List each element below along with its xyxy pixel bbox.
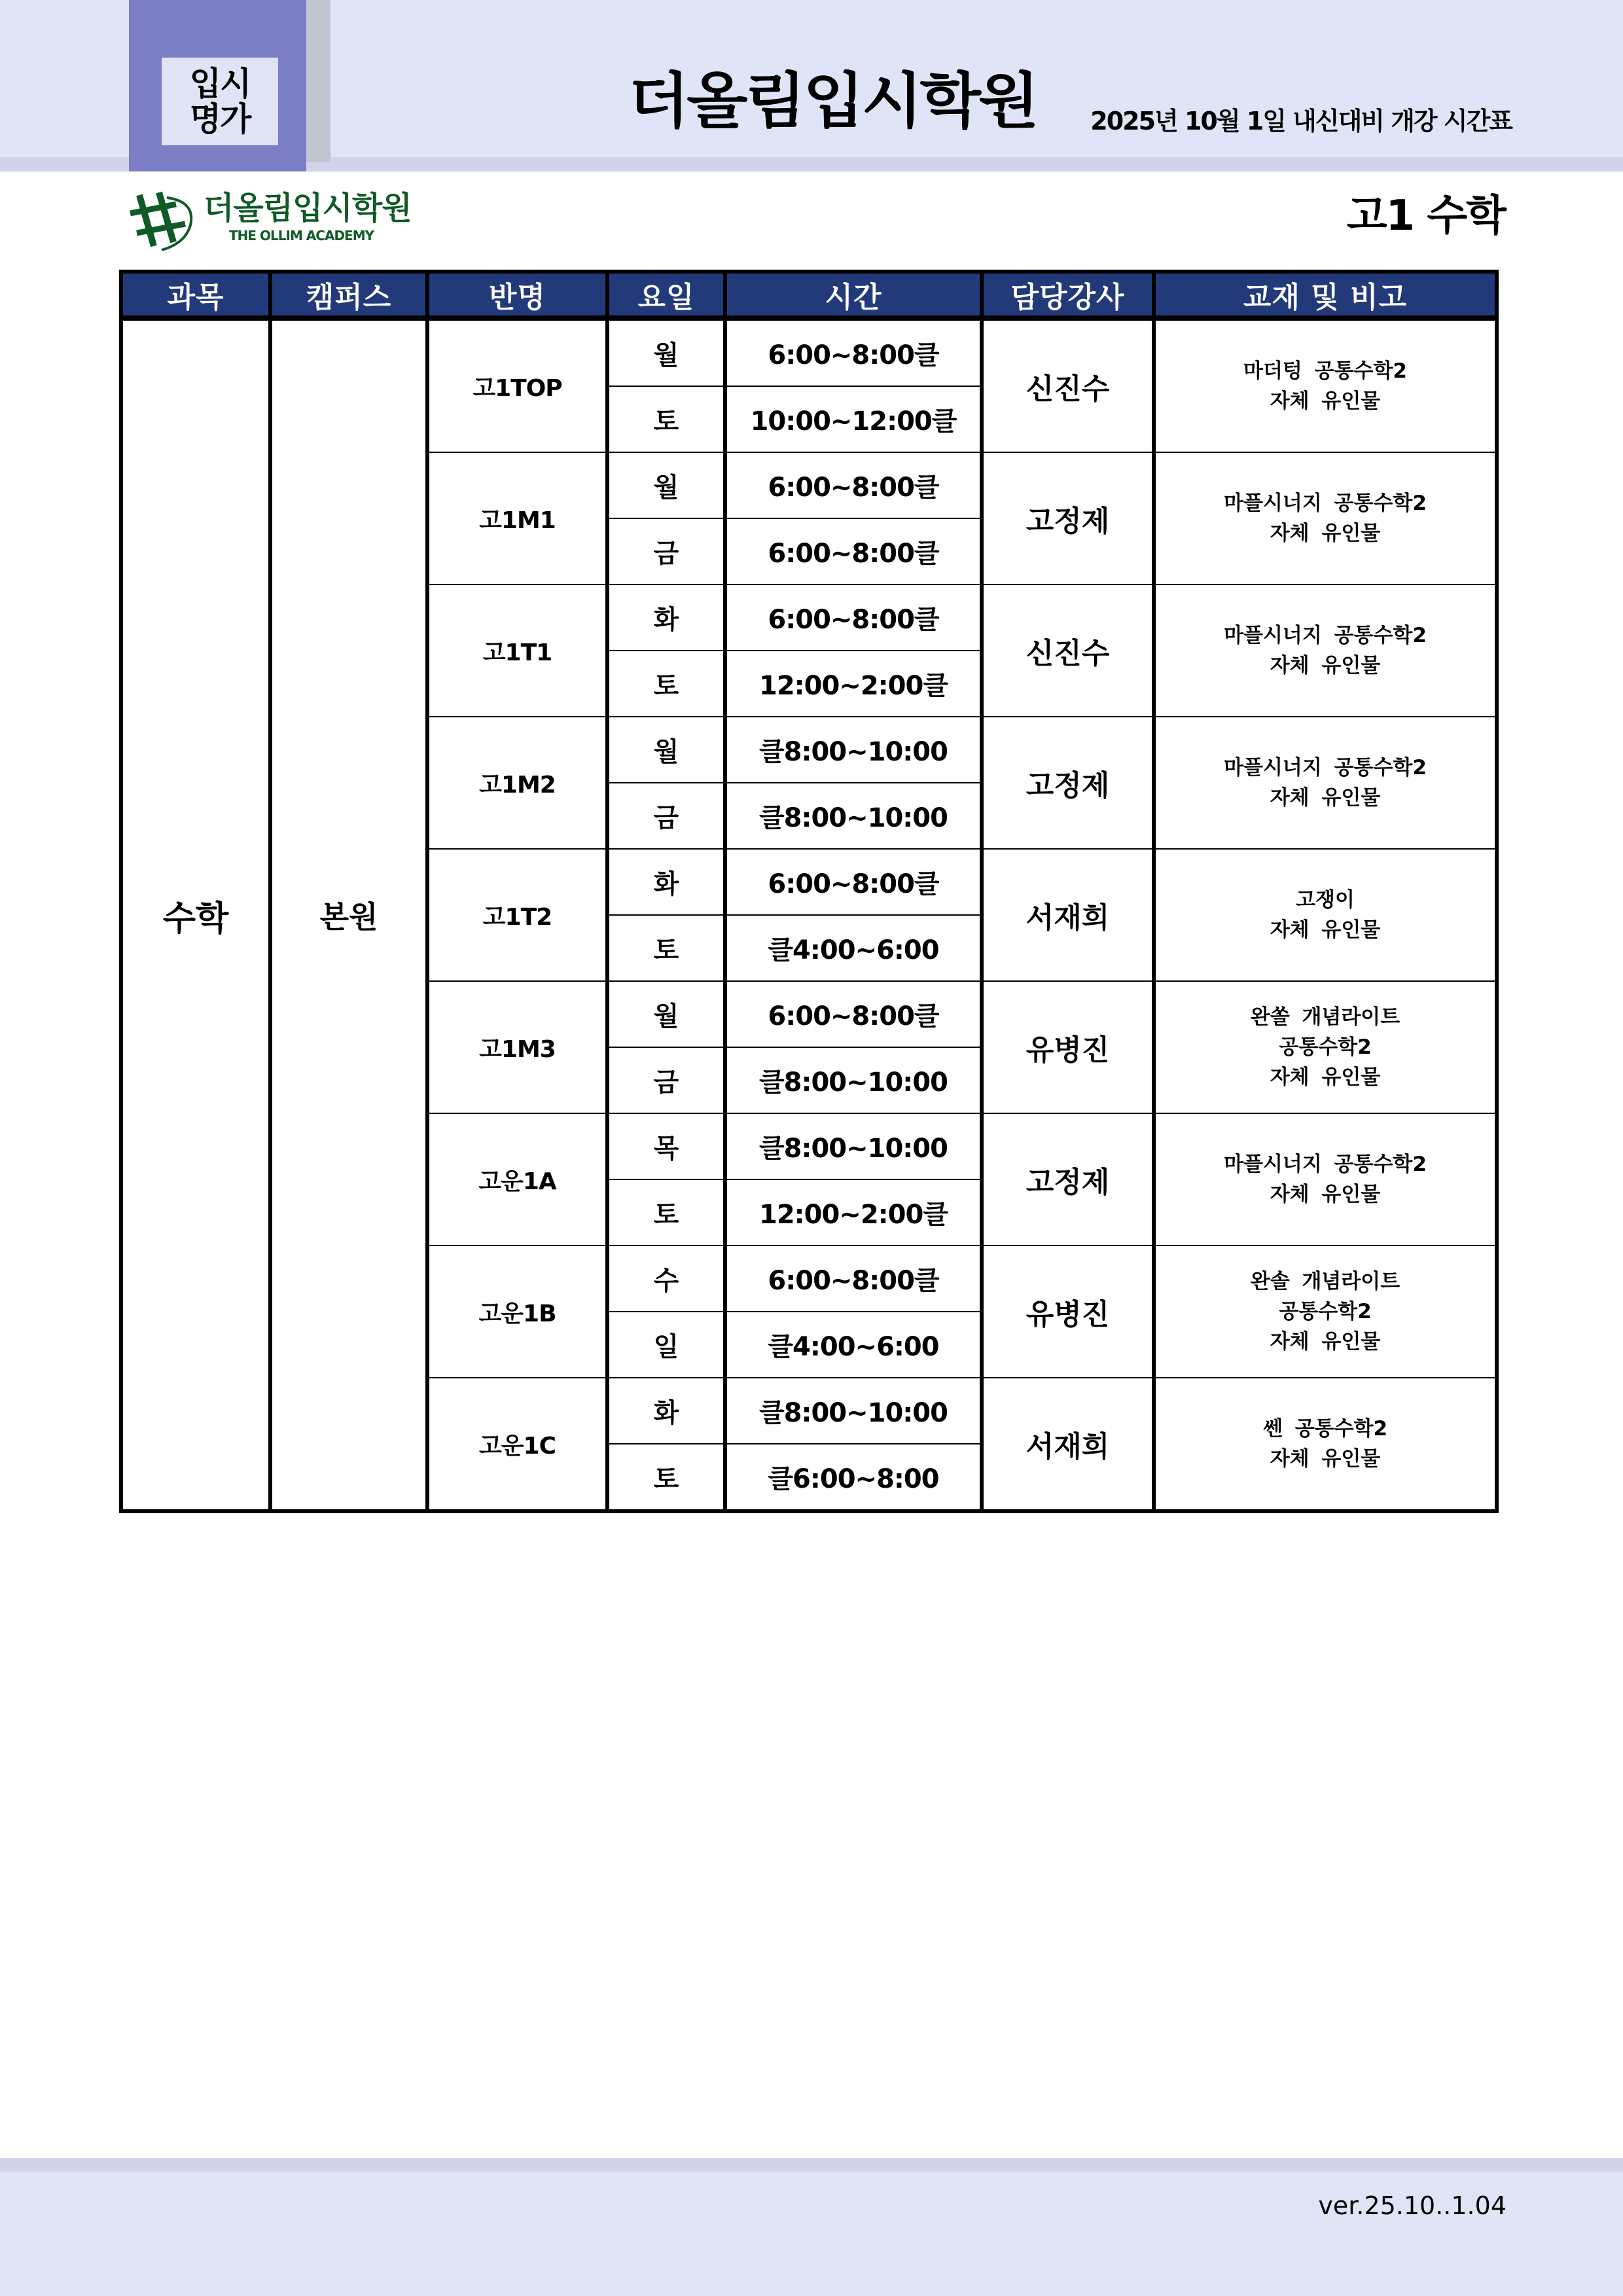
table-row (121, 318, 1497, 386)
remark-line: 쎈 공통수학2 (1262, 1417, 1388, 1441)
day-cell: 금 (607, 1047, 725, 1113)
column-header-campus: 캠퍼스 (270, 272, 427, 318)
day-cell: 월 (607, 452, 725, 518)
time-cell: 클8:00~10:00 (725, 717, 982, 783)
day-cell: 금 (607, 518, 725, 584)
header-badge (162, 58, 278, 145)
remark-line: 자체 유인물 (1270, 389, 1381, 413)
remark-line: 공통수학2 (1279, 1035, 1372, 1059)
teacher-cell: 서재희 (982, 849, 1154, 981)
remark-line: 자체 유인물 (1270, 786, 1381, 810)
time-cell: 6:00~8:00클 (725, 518, 982, 584)
time-cell: 클8:00~10:00 (725, 1047, 982, 1113)
class-name-cell: 고1T1 (427, 584, 607, 717)
logo-korean-name: 더올림입시학원 (204, 190, 412, 226)
header-title: 더올림입시학원 (628, 66, 1037, 136)
class-name-cell: 고1M2 (427, 717, 607, 849)
table-header-row (121, 272, 1497, 318)
day-cell: 목 (607, 1113, 725, 1179)
day-cell: 화 (607, 584, 725, 651)
day-cell: 월 (607, 717, 725, 783)
remark-line: 자체 유인물 (1270, 1066, 1381, 1089)
remark-line: 마플시너지 공통수학2 (1224, 1153, 1427, 1176)
time-cell: 클6:00~8:00 (725, 1444, 982, 1511)
schedule-table (119, 270, 1499, 1513)
remarks-cell (1154, 1378, 1497, 1511)
remarks-cell (1154, 849, 1497, 981)
remarks-cell (1154, 318, 1497, 452)
column-header-time: 시간 (725, 272, 982, 318)
remark-line: 마플시너지 공통수학2 (1224, 492, 1427, 515)
footer-stripe (0, 2158, 1623, 2172)
column-header-remarks: 교재 및 비고 (1154, 272, 1497, 318)
remark-line: 공통수학2 (1279, 1300, 1372, 1323)
remarks-cell (1154, 452, 1497, 584)
time-cell: 6:00~8:00클 (725, 584, 982, 651)
time-cell: 6:00~8:00클 (725, 1246, 982, 1312)
day-cell: 토 (607, 386, 725, 452)
remark-line: 마더텅 공통수학2 (1243, 359, 1407, 383)
column-header-class: 반명 (427, 272, 607, 318)
remark-line: 고쟁이 (1296, 888, 1355, 912)
remarks-cell (1154, 1113, 1497, 1246)
day-cell: 금 (607, 783, 725, 849)
remark-line: 자체 유인물 (1270, 522, 1381, 545)
class-name-cell: 고운1B (427, 1246, 607, 1378)
class-name-cell: 고1TOP (427, 318, 607, 452)
time-cell: 클8:00~10:00 (725, 1113, 982, 1179)
class-name-cell: 고1M3 (427, 981, 607, 1113)
header-tab-shadow (306, 0, 330, 162)
day-cell: 토 (607, 651, 725, 717)
page-heading: 고1 수학 (1346, 192, 1505, 240)
time-cell: 클8:00~10:00 (725, 783, 982, 849)
day-cell: 월 (607, 318, 725, 386)
remark-line: 마플시너지 공통수학2 (1224, 756, 1427, 780)
badge-line-1: 입시 (189, 65, 251, 103)
class-name-cell: 고1M1 (427, 452, 607, 584)
time-cell: 6:00~8:00클 (725, 981, 982, 1047)
day-cell: 일 (607, 1312, 725, 1378)
remarks-cell (1154, 1246, 1497, 1378)
column-header-day: 요일 (607, 272, 725, 318)
academy-logo (128, 187, 412, 253)
subject-cell: 수학 (121, 318, 270, 1511)
remark-line: 완쏠 개념라이트 (1250, 1005, 1400, 1029)
remark-line: 자체 유인물 (1270, 1330, 1381, 1354)
column-header-teacher: 담당강사 (982, 272, 1154, 318)
remark-line: 완솔 개념라이트 (1250, 1270, 1400, 1293)
logo-english-name: THE OLLIM ACADEMY (229, 228, 374, 243)
time-cell: 클8:00~10:00 (725, 1378, 982, 1444)
remark-line: 자체 유인물 (1270, 918, 1381, 942)
teacher-cell: 고정제 (982, 1113, 1154, 1246)
time-cell: 12:00~2:00클 (725, 651, 982, 717)
teacher-cell: 고정제 (982, 717, 1154, 849)
column-header-subject: 과목 (121, 272, 270, 318)
remark-line: 자체 유인물 (1270, 1183, 1381, 1206)
class-name-cell: 고1T2 (427, 849, 607, 981)
day-cell: 월 (607, 981, 725, 1047)
time-cell: 클4:00~6:00 (725, 915, 982, 981)
remarks-cell (1154, 717, 1497, 849)
day-cell: 화 (607, 849, 725, 915)
time-cell: 10:00~12:00클 (725, 386, 982, 452)
remark-line: 자체 유인물 (1270, 1447, 1381, 1471)
teacher-cell: 고정제 (982, 452, 1154, 584)
time-cell: 6:00~8:00클 (725, 452, 982, 518)
teacher-cell: 신진수 (982, 318, 1154, 452)
campus-cell: 본원 (270, 318, 427, 1511)
day-cell: 화 (607, 1378, 725, 1444)
header-subtitle: 2025년 10월 1일 내신대비 개강 시간표 (1090, 107, 1512, 135)
time-cell: 6:00~8:00클 (725, 318, 982, 386)
remarks-cell (1154, 584, 1497, 717)
remarks-cell (1154, 981, 1497, 1113)
remark-line: 마플시너지 공통수학2 (1224, 624, 1427, 647)
class-name-cell: 고운1A (427, 1113, 607, 1246)
time-cell: 클4:00~6:00 (725, 1312, 982, 1378)
version-label: ver.25.10..1.04 (1318, 2191, 1507, 2220)
day-cell: 토 (607, 1444, 725, 1511)
day-cell: 토 (607, 915, 725, 981)
time-cell: 12:00~2:00클 (725, 1179, 982, 1246)
remark-line: 자체 유인물 (1270, 654, 1381, 677)
badge-line-2: 명가 (189, 100, 251, 138)
teacher-cell: 서재희 (982, 1378, 1154, 1511)
teacher-cell: 신진수 (982, 584, 1154, 717)
day-cell: 토 (607, 1179, 725, 1246)
teacher-cell: 유병진 (982, 1246, 1154, 1378)
day-cell: 수 (607, 1246, 725, 1312)
class-name-cell: 고운1C (427, 1378, 607, 1511)
teacher-cell: 유병진 (982, 981, 1154, 1113)
logo-mark-icon (128, 190, 200, 251)
time-cell: 6:00~8:00클 (725, 849, 982, 915)
